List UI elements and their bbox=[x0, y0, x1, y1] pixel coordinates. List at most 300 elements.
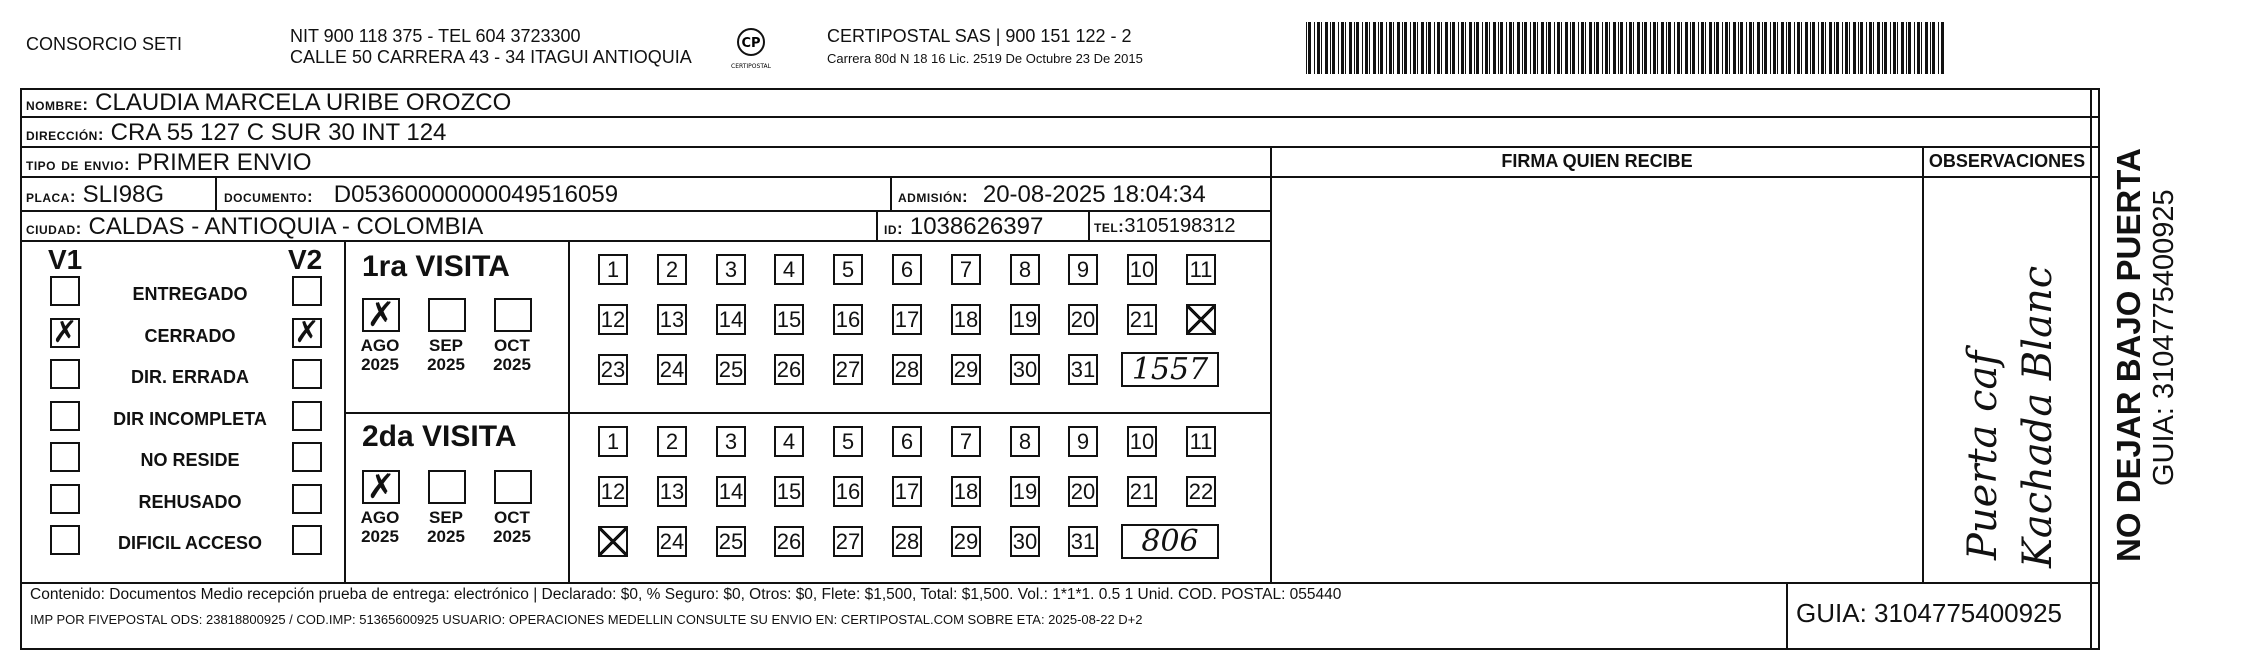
barcode-bar bbox=[1637, 22, 1640, 74]
day-box-6[interactable]: 6 bbox=[892, 426, 922, 457]
status-v1-checkbox[interactable] bbox=[50, 401, 80, 431]
barcode-bar bbox=[1834, 22, 1835, 74]
day-box-25[interactable]: 25 bbox=[716, 354, 746, 385]
tel-label: tel: bbox=[1094, 217, 1125, 236]
barcode-bar bbox=[1668, 22, 1671, 74]
day-box-26[interactable]: 26 bbox=[774, 354, 804, 385]
month-checkbox[interactable]: ✗ bbox=[362, 298, 400, 332]
barcode-bar bbox=[1306, 22, 1307, 74]
barcode-bar bbox=[1570, 22, 1571, 74]
barcode-bar bbox=[1513, 22, 1514, 74]
barcode-bar bbox=[1650, 22, 1651, 74]
visit2-title: 2da VISITA bbox=[362, 420, 517, 453]
id-label: id: bbox=[884, 219, 904, 238]
status-label: ENTREGADO bbox=[132, 284, 248, 304]
barcode-bar bbox=[1877, 22, 1880, 74]
day-box-19[interactable]: 19 bbox=[1010, 476, 1040, 507]
status-v1-checkbox[interactable] bbox=[50, 442, 80, 472]
barcode-bar bbox=[1426, 22, 1427, 74]
barcode-bar bbox=[1546, 22, 1547, 74]
day-box-12[interactable]: 12 bbox=[598, 304, 628, 335]
barcode-bar bbox=[1701, 22, 1704, 74]
barcode-bar bbox=[1821, 22, 1824, 74]
visit-divider bbox=[344, 412, 1270, 414]
barcode-bar bbox=[1378, 22, 1379, 74]
barcode-bar bbox=[1489, 22, 1490, 74]
day-box-27[interactable]: 27 bbox=[833, 354, 863, 385]
barcode-bar bbox=[1908, 22, 1911, 74]
day-box-8[interactable]: 8 bbox=[1010, 254, 1040, 285]
observaciones-hand-1: Puerta caf bbox=[1960, 350, 2006, 560]
day-box-20[interactable]: 20 bbox=[1068, 476, 1098, 507]
day-box-11[interactable]: 11 bbox=[1186, 254, 1216, 285]
day-box-25[interactable]: 25 bbox=[716, 526, 746, 557]
month-year: 2025 bbox=[493, 527, 531, 546]
address-line: CALLE 50 CARRERA 43 - 34 ITAGUI ANTIOQUIA bbox=[290, 47, 692, 67]
status-v2-checkbox[interactable] bbox=[292, 484, 322, 514]
status-label: NO RESIDE bbox=[140, 450, 240, 470]
barcode-bar bbox=[1773, 22, 1776, 74]
barcode-bar bbox=[1413, 22, 1416, 74]
placa-value: SLI98G bbox=[82, 181, 165, 208]
guia-divider bbox=[1786, 582, 1788, 650]
barcode-bar bbox=[1541, 22, 1544, 74]
barcode-bar bbox=[1341, 22, 1344, 74]
barcode-bar bbox=[1633, 22, 1634, 74]
barcode-bar bbox=[1725, 22, 1728, 74]
barcode-bar bbox=[1873, 22, 1874, 74]
ciudad-value: CALDAS - ANTIOQUIA - COLOMBIA bbox=[88, 213, 484, 240]
direccion-label: dirección: bbox=[26, 125, 104, 144]
barcode-bar bbox=[1458, 22, 1459, 74]
barcode-bar bbox=[1421, 22, 1424, 74]
barcode-bar bbox=[1818, 22, 1819, 74]
certipostal-logo bbox=[730, 26, 772, 72]
day-box-30[interactable]: 30 bbox=[1010, 526, 1040, 557]
nit-line: NIT 900 118 375 - TEL 604 3723300 bbox=[290, 26, 581, 46]
placa-row bbox=[26, 181, 164, 209]
signature-divider bbox=[1270, 146, 1272, 582]
day-box-31[interactable]: 31 bbox=[1068, 526, 1098, 557]
barcode-bar bbox=[1524, 22, 1527, 74]
day-box-8[interactable]: 8 bbox=[1010, 426, 1040, 457]
day-box-20[interactable]: 20 bbox=[1068, 304, 1098, 335]
barcode-bar bbox=[1602, 22, 1603, 74]
day-box-17[interactable]: 17 bbox=[892, 304, 922, 335]
status-label: DIR. ERRADA bbox=[130, 367, 249, 387]
barcode-bar bbox=[1506, 22, 1507, 74]
barcode-bar bbox=[1930, 22, 1931, 74]
day-box-15[interactable]: 15 bbox=[774, 304, 804, 335]
status-divider bbox=[344, 240, 346, 582]
barcode-bar bbox=[1605, 22, 1608, 74]
day-box-3[interactable]: 3 bbox=[716, 426, 746, 457]
tipo-label: tipo de envio: bbox=[26, 155, 131, 174]
side-guia-text: GUIA: 3104775400925 bbox=[2148, 189, 2180, 486]
observaciones-hand-2: Kachada Blanc bbox=[2015, 265, 2061, 568]
day-box-10[interactable]: 10 bbox=[1127, 254, 1157, 285]
barcode-bar bbox=[1893, 22, 1896, 74]
day-box-24[interactable]: 24 bbox=[657, 526, 687, 557]
documento-row bbox=[224, 181, 618, 209]
barcode-bar bbox=[1389, 22, 1392, 74]
barcode-bar bbox=[1753, 22, 1754, 74]
barcode-bar bbox=[1884, 22, 1887, 74]
day-box-24[interactable]: 24 bbox=[657, 354, 687, 385]
barcode-bar bbox=[1393, 22, 1394, 74]
barcode-bar bbox=[1692, 22, 1695, 74]
day-box-22[interactable]: 22 bbox=[1186, 476, 1216, 507]
barcode-bar bbox=[1321, 22, 1322, 74]
certipostal-line: CERTIPOSTAL SAS | 900 151 122 - 2 bbox=[827, 26, 1132, 46]
barcode-bar bbox=[1441, 22, 1442, 74]
tel-value: 3105198312 bbox=[1124, 215, 1236, 237]
barcode-bar bbox=[1469, 22, 1472, 74]
day-box-9[interactable]: 9 bbox=[1068, 426, 1098, 457]
documento-label: documento: bbox=[224, 187, 314, 206]
month-name: AGO bbox=[360, 508, 400, 527]
barcode-bar bbox=[1450, 22, 1451, 74]
barcode-bar bbox=[1517, 22, 1520, 74]
month-label bbox=[350, 508, 410, 546]
barcode-bar bbox=[1554, 22, 1555, 74]
id-divider bbox=[876, 210, 878, 240]
barcode-bar bbox=[1522, 22, 1523, 74]
barcode-bar bbox=[1618, 22, 1619, 74]
barcode-bar bbox=[1548, 22, 1551, 74]
barcode-bar bbox=[1829, 22, 1832, 74]
day-box-14[interactable]: 14 bbox=[716, 304, 746, 335]
barcode-bar bbox=[1332, 22, 1335, 74]
barcode-bar bbox=[1386, 22, 1387, 74]
barcode-bar bbox=[1465, 22, 1466, 74]
barcode-bar bbox=[1581, 22, 1584, 74]
barcode-bar bbox=[1404, 22, 1407, 74]
day-box-3[interactable]: 3 bbox=[716, 254, 746, 285]
barcode-bar bbox=[1356, 22, 1359, 74]
barcode-bar bbox=[1565, 22, 1568, 74]
day-box-17[interactable]: 17 bbox=[892, 476, 922, 507]
day-box-5[interactable]: 5 bbox=[833, 426, 863, 457]
row-line bbox=[20, 210, 1270, 212]
day-box-21[interactable]: 21 bbox=[1127, 304, 1157, 335]
barcode-bar bbox=[1373, 22, 1376, 74]
month-year: 2025 bbox=[493, 355, 531, 374]
month-name: SEP bbox=[428, 336, 464, 355]
day-box-13[interactable]: 13 bbox=[657, 476, 687, 507]
tipo-row bbox=[26, 149, 312, 177]
month-checkbox[interactable] bbox=[494, 470, 532, 504]
status-v1-checkbox[interactable]: ✗ bbox=[50, 318, 80, 348]
barcode-bar bbox=[1705, 22, 1706, 74]
placa-label: placa: bbox=[26, 187, 76, 206]
firma-label: FIRMA QUIEN RECIBE bbox=[1501, 151, 1693, 171]
label-frame bbox=[20, 88, 2100, 650]
admision-divider bbox=[890, 176, 892, 210]
status-v1-checkbox[interactable] bbox=[50, 525, 80, 555]
no-dejar-text: NO DEJAR BAJO PUERTA bbox=[2110, 148, 2147, 562]
ciudad-row bbox=[26, 213, 483, 241]
month-checkbox[interactable] bbox=[494, 298, 532, 332]
barcode-bar bbox=[1849, 22, 1850, 74]
day-box-1[interactable]: 1 bbox=[598, 254, 628, 285]
status-label: DIR INCOMPLETA bbox=[113, 409, 267, 429]
day-box-6[interactable]: 6 bbox=[892, 254, 922, 285]
barcode-bar bbox=[1330, 22, 1331, 74]
barcode-bar bbox=[1781, 22, 1784, 74]
barcode-bar bbox=[1498, 22, 1499, 74]
day-box-28[interactable]: 28 bbox=[892, 526, 922, 557]
barcode-bar bbox=[1882, 22, 1883, 74]
day-box-7[interactable]: 7 bbox=[951, 254, 981, 285]
month-label bbox=[482, 336, 542, 374]
barcode-bar bbox=[1533, 22, 1536, 74]
nombre-label: nombre: bbox=[26, 95, 89, 114]
barcode-bar bbox=[1354, 22, 1355, 74]
day-box-30[interactable]: 30 bbox=[1010, 354, 1040, 385]
barcode-bar bbox=[1345, 22, 1346, 74]
barcode-bar bbox=[1500, 22, 1503, 74]
imp-text: IMP POR FIVEPOSTAL ODS: 23818800925 / COD.IMP: 51365600925 USUARIO: OPERACIONES MEDELLIN CONSULTE SU ENVIO EN: CERTIPOSTAL.COM SOBRE ETA: 2025-08-22 D+2 bbox=[30, 612, 1143, 627]
barcode-bar bbox=[1762, 22, 1763, 74]
barcode-bar bbox=[1589, 22, 1592, 74]
month-checkbox[interactable]: ✗ bbox=[362, 470, 400, 504]
barcode-bar bbox=[1609, 22, 1610, 74]
day-box-28[interactable]: 28 bbox=[892, 354, 922, 385]
barcode-bar bbox=[1722, 22, 1723, 74]
barcode-bar bbox=[1749, 22, 1752, 74]
month-year: 2025 bbox=[427, 355, 465, 374]
barcode-bar bbox=[1685, 22, 1688, 74]
id-row bbox=[884, 213, 1043, 241]
barcode-bar bbox=[1308, 22, 1311, 74]
visit1-time-box: 1557 bbox=[1121, 352, 1219, 387]
status-v2-checkbox[interactable] bbox=[292, 276, 322, 306]
observaciones-label: OBSERVACIONES bbox=[1928, 151, 2086, 171]
day-box-10[interactable]: 10 bbox=[1127, 426, 1157, 457]
day-box-5[interactable]: 5 bbox=[833, 254, 863, 285]
nombre-value: CLAUDIA MARCELA URIBE OROZCO bbox=[95, 89, 512, 116]
day-box-14[interactable]: 14 bbox=[716, 476, 746, 507]
barcode-bar bbox=[1613, 22, 1616, 74]
svg-text:CP: CP bbox=[741, 36, 761, 51]
barcode-bar bbox=[1537, 22, 1538, 74]
barcode-bar bbox=[1314, 22, 1315, 74]
day-box-16[interactable]: 16 bbox=[833, 476, 863, 507]
barcode-bar bbox=[1338, 22, 1339, 74]
day-box-18[interactable]: 18 bbox=[951, 304, 981, 335]
placa-divider bbox=[215, 176, 217, 210]
barcode-bar bbox=[1917, 22, 1920, 74]
barcode-bar bbox=[1530, 22, 1531, 74]
svg-text:CERTIPOSTAL: CERTIPOSTAL bbox=[731, 63, 771, 70]
ciudad-label: ciudad: bbox=[26, 219, 82, 238]
contenido-text: Contenido: Documentos Medio recepción prueba de entrega: electrónico | Declarado: $0, % Seguro: $0, Otros: $0, Flete: $1,500, Total: $1,500. Vol.: 1*1*1. 0.5 1 Unid. COD. POSTAL: 055440 bbox=[30, 586, 1342, 603]
observaciones-divider bbox=[1922, 146, 1924, 582]
barcode-bar bbox=[1620, 22, 1623, 74]
day-box-19[interactable]: 19 bbox=[1010, 304, 1040, 335]
day-box-4[interactable]: 4 bbox=[774, 426, 804, 457]
barcode-bar bbox=[1914, 22, 1915, 74]
barcode-bar bbox=[1845, 22, 1848, 74]
barcode-bar bbox=[1380, 22, 1383, 74]
month-year: 2025 bbox=[427, 527, 465, 546]
barcode-bar bbox=[1733, 22, 1736, 74]
barcode-bar bbox=[1434, 22, 1435, 74]
day-box-13[interactable]: 13 bbox=[657, 304, 687, 335]
barcode-bar bbox=[1746, 22, 1747, 74]
barcode-bar bbox=[1932, 22, 1935, 74]
v2-label: V2 bbox=[288, 244, 323, 275]
barcode-bar bbox=[1794, 22, 1795, 74]
barcode-bar bbox=[1557, 22, 1560, 74]
barcode-bar bbox=[1476, 22, 1479, 74]
day-box-16[interactable]: 16 bbox=[833, 304, 863, 335]
day-box-15[interactable]: 15 bbox=[774, 476, 804, 507]
barcode-bar bbox=[1740, 22, 1743, 74]
barcode-bar bbox=[1853, 22, 1856, 74]
barcode-bar bbox=[1578, 22, 1579, 74]
barcode-bar bbox=[1402, 22, 1403, 74]
day-box-12[interactable]: 12 bbox=[598, 476, 628, 507]
barcode-bar bbox=[1797, 22, 1800, 74]
day-box-4[interactable]: 4 bbox=[774, 254, 804, 285]
month-label bbox=[416, 336, 476, 374]
barcode-bar bbox=[1626, 22, 1627, 74]
visit1-title: 1ra VISITA bbox=[362, 250, 510, 283]
barcode-bar bbox=[1417, 22, 1418, 74]
barcode-bar bbox=[1369, 22, 1370, 74]
month-label bbox=[416, 508, 476, 546]
barcode-bar bbox=[1561, 22, 1562, 74]
footer-line bbox=[20, 582, 2100, 584]
status-v1-checkbox[interactable] bbox=[50, 359, 80, 389]
side-divider bbox=[2090, 88, 2092, 650]
direccion-row bbox=[26, 119, 446, 147]
status-v1-checkbox[interactable] bbox=[50, 484, 80, 514]
day-box-9[interactable]: 9 bbox=[1068, 254, 1098, 285]
month-checkbox[interactable] bbox=[428, 470, 466, 504]
barcode-bar bbox=[1410, 22, 1411, 74]
barcode-bar bbox=[1906, 22, 1907, 74]
barcode-bar bbox=[1921, 22, 1922, 74]
month-name: AGO bbox=[360, 336, 400, 355]
status-v2-checkbox[interactable] bbox=[292, 525, 322, 555]
day-box-21[interactable]: 21 bbox=[1127, 476, 1157, 507]
day-box-2[interactable]: 2 bbox=[657, 426, 687, 457]
barcode-bar bbox=[1642, 22, 1643, 74]
barcode-bar bbox=[1461, 22, 1464, 74]
status-label: DIFICIL ACCESO bbox=[117, 533, 262, 553]
barcode-bar bbox=[1428, 22, 1431, 74]
day-box-1[interactable]: 1 bbox=[598, 426, 628, 457]
month-label bbox=[482, 508, 542, 546]
visit2-time-box: 806 bbox=[1121, 524, 1219, 559]
barcode-bar bbox=[1485, 22, 1488, 74]
barcode-bar bbox=[1770, 22, 1771, 74]
month-label bbox=[350, 336, 410, 374]
admision-row bbox=[898, 181, 1206, 209]
day-box-26[interactable]: 26 bbox=[774, 526, 804, 557]
barcode-bar bbox=[1629, 22, 1632, 74]
status-v2-checkbox[interactable] bbox=[292, 401, 322, 431]
barcode-bar bbox=[1714, 22, 1715, 74]
documento-value: D05360000000049516059 bbox=[333, 181, 619, 208]
day-box-18[interactable]: 18 bbox=[951, 476, 981, 507]
barcode-bar bbox=[1801, 22, 1802, 74]
barcode-bar bbox=[1938, 22, 1939, 74]
barcode-bar bbox=[1716, 22, 1719, 74]
barcode-bar bbox=[1825, 22, 1826, 74]
barcode-bar bbox=[1509, 22, 1512, 74]
barcode-bar bbox=[1666, 22, 1667, 74]
month-year: 2025 bbox=[361, 527, 399, 546]
day-box-22[interactable] bbox=[1186, 304, 1216, 335]
id-value: 1038626397 bbox=[909, 213, 1044, 240]
barcode-bar bbox=[1317, 22, 1320, 74]
barcode-bar bbox=[1805, 22, 1808, 74]
barcode-bar bbox=[1594, 22, 1595, 74]
barcode-bar bbox=[1709, 22, 1712, 74]
day-box-31[interactable]: 31 bbox=[1068, 354, 1098, 385]
company-name: CONSORCIO SETI bbox=[26, 34, 183, 54]
barcode-bar bbox=[1644, 22, 1647, 74]
barcode-bar bbox=[1842, 22, 1843, 74]
barcode-bar bbox=[1810, 22, 1811, 74]
status-v2-checkbox[interactable] bbox=[292, 359, 322, 389]
nombre-row bbox=[26, 89, 511, 117]
visit-months-divider bbox=[568, 240, 570, 582]
barcode-bar bbox=[1729, 22, 1730, 74]
barcode-bar bbox=[1860, 22, 1863, 74]
month-year: 2025 bbox=[361, 355, 399, 374]
barcode-bar bbox=[1452, 22, 1455, 74]
month-name: OCT bbox=[494, 508, 530, 527]
license-line: Carrera 80d N 18 16 Lic. 2519 De Octubre 23 De 2015 bbox=[827, 51, 1143, 66]
barcode-bar bbox=[1474, 22, 1475, 74]
month-checkbox[interactable] bbox=[428, 298, 466, 332]
status-v1-checkbox[interactable] bbox=[50, 276, 80, 306]
day-box-7[interactable]: 7 bbox=[951, 426, 981, 457]
day-box-29[interactable]: 29 bbox=[951, 526, 981, 557]
day-box-23[interactable] bbox=[598, 526, 628, 557]
day-box-29[interactable]: 29 bbox=[951, 354, 981, 385]
barcode-bar bbox=[1764, 22, 1767, 74]
barcode-bar bbox=[1493, 22, 1496, 74]
day-box-23[interactable]: 23 bbox=[598, 354, 628, 385]
barcode-bar bbox=[1836, 22, 1839, 74]
status-label: CERRADO bbox=[144, 326, 236, 346]
barcode-bar bbox=[1482, 22, 1483, 74]
barcode-bar bbox=[1677, 22, 1680, 74]
barcode-bar bbox=[1777, 22, 1778, 74]
status-v2-checkbox[interactable]: ✗ bbox=[292, 318, 322, 348]
barcode-bar bbox=[1674, 22, 1675, 74]
barcode-bar bbox=[1445, 22, 1448, 74]
status-v2-checkbox[interactable] bbox=[292, 442, 322, 472]
month-name: SEP bbox=[428, 508, 464, 527]
tipo-value: PRIMER ENVIO bbox=[136, 149, 312, 176]
barcode-bar bbox=[1869, 22, 1872, 74]
barcode-bar bbox=[1596, 22, 1599, 74]
barcode-bar bbox=[1901, 22, 1904, 74]
barcode-bar bbox=[1757, 22, 1760, 74]
barcode-bar bbox=[1897, 22, 1898, 74]
barcode-bar bbox=[1786, 22, 1787, 74]
day-box-2[interactable]: 2 bbox=[657, 254, 687, 285]
day-box-27[interactable]: 27 bbox=[833, 526, 863, 557]
day-box-11[interactable]: 11 bbox=[1186, 426, 1216, 457]
